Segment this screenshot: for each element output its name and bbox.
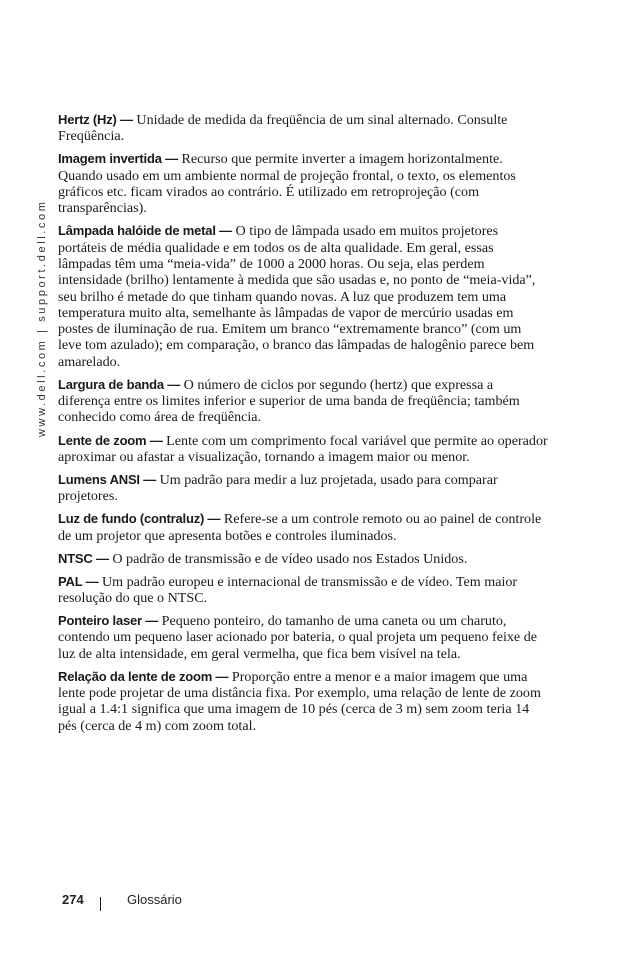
glossary-entry [58,433,548,466]
glossary-definition: Pequeno ponteiro, do tamanho de uma caneta ou um charuto, contendo um pequeno laser acionado por bateria, o qual projeta um pequeno feixe de luz de alta intensidade, em geral vermelha, que fica bem visível na tela. [58,613,538,662]
glossary-definition: O número de ciclos por segundo (hertz) que expressa a diferença entre os limites inferior e superior de uma banda de freqüência; também conhecido como área de freqüência. [58,376,520,426]
glossary-definition: Um padrão para medir a luz projetada, usado para comparar projetores. [58,471,498,505]
glossary-definition: Recurso que permite inverter a imagem horizontalmente. Quando usado em um ambiente normal de projeção frontal, o texto, os elementos gráficos etc. ficam virados ao contrário. É utilizado em retroprojeção (com transparências). [58,151,516,217]
glossary-entry [58,613,548,662]
glossary-term: Lâmpada halóide de metal — [58,223,232,239]
glossary-term: Ponteiro laser — [58,613,159,629]
glossary-term: Hertz (Hz) — [58,112,133,127]
section-name: Glossário [127,892,182,907]
glossary-entry [58,377,548,426]
glossary-term: Relação da lente de zoom — [58,668,229,684]
glossary-entry [58,223,548,370]
glossary-entry [58,669,548,734]
sidebar-url: www.dell.com | support.dell.com [36,199,48,437]
glossary-entry [58,511,548,544]
glossary-entry [58,551,548,567]
glossary-term: Lumens ANSI — [58,471,157,487]
glossary-definition: Proporção entre a menor e a maior imagem que uma lente pode projetar de uma distância fixa. Por exemplo, uma relação de lente de zoom igual a 1.4:1 significa que uma imagem de 10 pés (cerca de 3 m) sem zoom teria 14 pés (cerca de 4 m) com zoom total. [58,668,541,734]
footer-divider [100,897,101,911]
glossary-definition: Um padrão europeu e internacional de transmissão e de vídeo. Tem maior resolução do que o NTSC. [58,573,518,607]
glossary-entry [58,574,548,607]
glossary-entry [58,151,548,216]
glossary-list [58,112,548,741]
glossary-term: Luz de fundo (contraluz) — [58,511,221,527]
glossary-definition: O tipo de lâmpada usado em muitos projetores portáteis de média qualidade e em todos os de alta qualidade. Em geral, essas lâmpadas têm uma “meia-vida” de 1000 a 2000 horas. Ou seja, elas perdem intensidade (brilho) lentamente à medida que são usadas e, no ponto de “meia-vida”, seu brilho é metade do que tinham quando novas. A luz que produzem tem uma temperatura muito alta, semelhante às lâmpadas de vapor de mercúrio usadas em postes de iluminação de rua. Emitem um branco “extremamente branco” (com um leve tom azulado); em comparação, o branco das lâmpadas de halogênio parece bem amarelado. [58,223,536,370]
glossary-term: PAL — [58,573,99,589]
glossary-definition: Unidade de medida da freqüência de um sinal alternado. Consulte Freqüência. [58,112,508,145]
glossary-term: NTSC — [58,550,109,566]
page-number: 274 [62,892,84,907]
glossary-definition: O padrão de transmissão e de vídeo usado nos Estados Unidos. [112,550,468,567]
glossary-entry [58,112,548,145]
glossary-term: Lente de zoom — [58,432,163,448]
glossary-definition: Refere-se a um controle remoto ou ao painel de controle de um projetor que apresenta botões e controles iluminados. [58,511,542,544]
glossary-entry [58,472,548,505]
glossary-term: Imagem invertida — [58,151,178,167]
glossary-definition: Lente com um comprimento focal variável que permite ao operador aproximar ou afastar a visualização, tornando a imagem maior ou menor. [58,432,548,465]
glossary-term: Largura de banda — [58,376,181,392]
